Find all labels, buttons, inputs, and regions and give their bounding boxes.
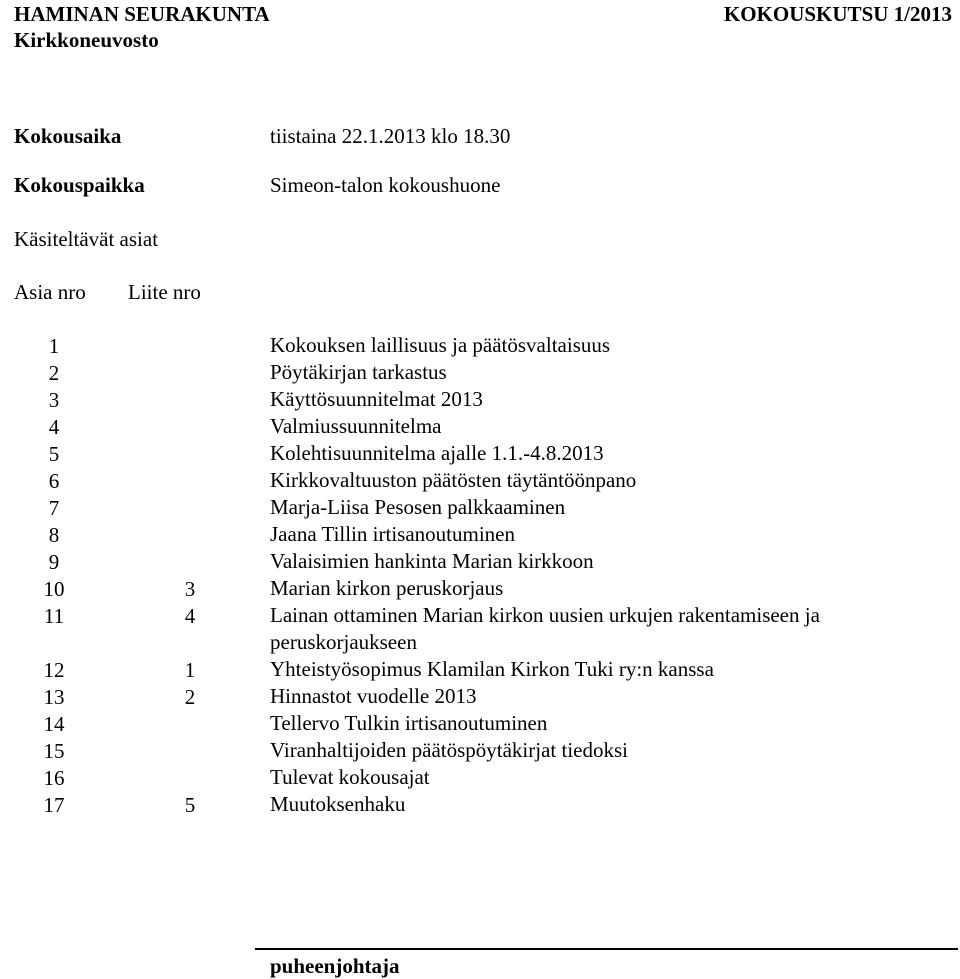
agenda-item-subject: Yhteistyösopimus Klamilan Kirkon Tuki ry:n kanssa — [270, 657, 714, 681]
agenda-item-number: 11 — [43, 604, 65, 628]
agenda-item-number: 4 — [48, 415, 60, 439]
agenda-item-subject: Kirkkovaltuuston päätösten täytäntöönpano — [270, 468, 637, 492]
meeting-place-label: Kokouspaikka — [14, 173, 145, 197]
agenda-item-number: 17 — [43, 793, 65, 817]
agenda-item-subject: Pöytäkirjan tarkastus — [270, 360, 447, 384]
board-name: Kirkkoneuvosto — [14, 28, 159, 52]
agenda-item-subject: Kolehtisuunnitelma ajalle 1.1.-4.8.2013 — [270, 441, 604, 465]
agenda-item-number: 3 — [48, 388, 60, 412]
meeting-time-label: Kokousaika — [14, 124, 122, 148]
meeting-time-value: tiistaina 22.1.2013 klo 18.30 — [270, 124, 511, 148]
agenda-item-subject: Hinnastot vuodelle 2013 — [270, 684, 477, 708]
agenda-item-subject: Jaana Tillin irtisanoutuminen — [270, 522, 515, 546]
agenda-item-number: 12 — [43, 658, 65, 682]
agenda-item-number: 2 — [48, 361, 60, 385]
agenda-item-number: 5 — [48, 442, 60, 466]
agenda-item-number: 7 — [48, 496, 60, 520]
agenda-list — [0, 333, 960, 822]
agenda-title: Käsiteltävät asiat — [14, 227, 159, 251]
document-title: KOKOUSKUTSU 1/2013 — [723, 2, 952, 26]
agenda-item-number: 13 — [43, 685, 65, 709]
agenda-item-number: 1 — [48, 334, 60, 358]
agenda-item-subject: Marja-Liisa Pesosen palkkaaminen — [270, 495, 566, 519]
agenda-attachment-number: 2 — [184, 685, 196, 709]
agenda-item-subject: Valmiussuunnitelma — [270, 414, 442, 438]
agenda-attachment-number: 4 — [184, 604, 196, 628]
agenda-item-number: 10 — [43, 577, 65, 601]
agenda-item-number: 6 — [48, 469, 60, 493]
agenda-item-number: 14 — [43, 712, 65, 736]
column-header-attachment-number: Liite nro — [128, 280, 201, 304]
agenda-item-subject: Kokouksen laillisuus ja päätösvaltaisuus — [270, 333, 611, 357]
agenda-item-number: 16 — [43, 766, 65, 790]
column-header-item-number: Asia nro — [14, 280, 86, 304]
signature-line — [255, 948, 958, 950]
organization-name: HAMINAN SEURAKUNTA — [14, 2, 270, 26]
agenda-item-number: 15 — [43, 739, 65, 763]
meeting-place-value: Simeon-talon kokoushuone — [270, 173, 501, 197]
agenda-row — [0, 603, 960, 660]
agenda-attachment-number: 3 — [184, 577, 196, 601]
agenda-item-subject: Viranhaltijoiden päätöspöytäkirjat tiedoksi — [270, 738, 628, 762]
agenda-attachment-number: 1 — [184, 658, 196, 682]
agenda-item-subject: Käyttösuunnitelmat 2013 — [270, 387, 483, 411]
agenda-item-subject: Muutoksenhaku — [270, 792, 406, 816]
agenda-item-number: 9 — [48, 550, 60, 574]
agenda-row — [0, 792, 960, 822]
signature-label: puheenjohtaja — [270, 954, 400, 978]
agenda-item-subject: Marian kirkon peruskorjaus — [270, 576, 504, 600]
agenda-item-subject: Tulevat kokousajat — [270, 765, 430, 789]
agenda-item-subject: Tellervo Tulkin irtisanoutuminen — [270, 711, 548, 735]
agenda-item-subject: Lainan ottaminen Marian kirkon uusien urkujen rakentamiseen ja peruskorjaukseen — [270, 603, 820, 654]
agenda-item-number: 8 — [48, 523, 60, 547]
agenda-attachment-number: 5 — [184, 793, 196, 817]
agenda-item-subject: Valaisimien hankinta Marian kirkkoon — [270, 549, 594, 573]
